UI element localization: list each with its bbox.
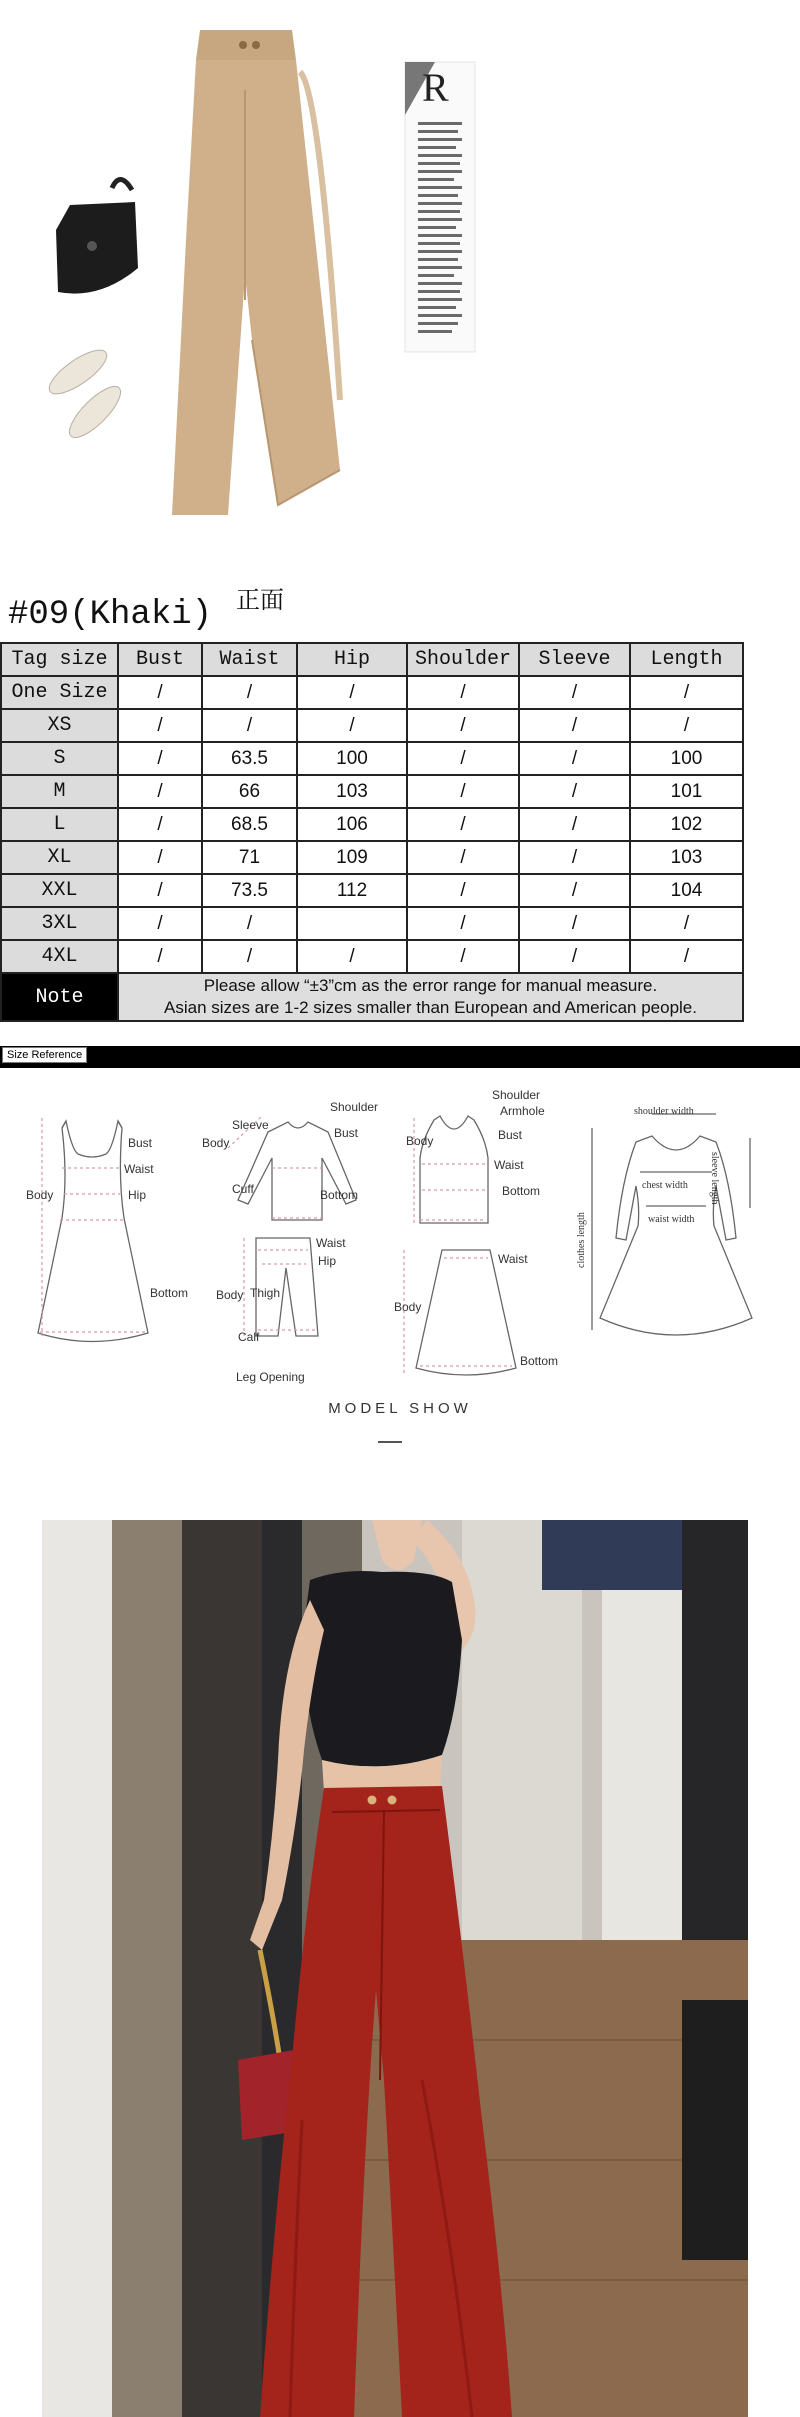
note-line-2: Asian sizes are 1-2 sizes smaller than European and American people.	[164, 998, 697, 1017]
label-dress-hip: Hip	[128, 1188, 147, 1202]
table-cell: /	[519, 709, 630, 742]
table-row	[1, 874, 743, 907]
table-row	[1, 841, 743, 874]
header-length: Length	[630, 643, 743, 676]
table-cell: S	[1, 742, 118, 775]
section-divider-bar	[0, 1046, 800, 1068]
measurement-diagrams	[0, 1068, 800, 1398]
table-cell: 109	[297, 841, 407, 874]
label-top-bottom: Bottom	[320, 1188, 359, 1202]
label-vest-bust: Bust	[498, 1128, 523, 1142]
brand-letter: R	[422, 65, 449, 110]
table-row	[1, 742, 743, 775]
label-top-bust: Bust	[334, 1126, 359, 1140]
table-cell: 101	[630, 775, 743, 808]
table-cell: One Size	[1, 676, 118, 709]
table-cell: /	[407, 940, 519, 973]
table-cell: 73.5	[202, 874, 297, 907]
table-cell: /	[297, 940, 407, 973]
header-shoulder: Shoulder	[407, 643, 519, 676]
label-top-sleeve: Sleeve	[232, 1118, 269, 1132]
table-cell: /	[519, 676, 630, 709]
table-cell: 104	[630, 874, 743, 907]
size-reference-button[interactable]: Size Reference	[2, 1047, 87, 1063]
label-pants-thigh: Thigh	[250, 1286, 281, 1300]
vest-diagram	[420, 1116, 488, 1223]
table-cell: 103	[297, 775, 407, 808]
table-cell: /	[407, 841, 519, 874]
label-top-body: Body	[202, 1136, 230, 1150]
label-pants-leg-opening: Leg Opening	[236, 1370, 305, 1384]
table-cell: /	[202, 709, 297, 742]
table-cell: /	[519, 841, 630, 874]
table-cell: /	[118, 742, 202, 775]
product-photo	[0, 0, 800, 545]
bag-image	[56, 179, 138, 293]
label-skirt-waist: Waist	[498, 1252, 528, 1266]
table-cell: 4XL	[1, 940, 118, 973]
table-cell: /	[202, 676, 297, 709]
table-cell: /	[407, 907, 519, 940]
header-sleeve: Sleeve	[519, 643, 630, 676]
label-gown-sleeve-length: sleeve length	[709, 1152, 720, 1205]
header-waist: Waist	[202, 643, 297, 676]
shoes-image	[43, 343, 127, 445]
table-cell: /	[407, 874, 519, 907]
table-cell: 68.5	[202, 808, 297, 841]
table-cell: 3XL	[1, 907, 118, 940]
table-cell: XL	[1, 841, 118, 874]
table-cell: 100	[630, 742, 743, 775]
header-bust: Bust	[118, 643, 202, 676]
khaki-pants-image	[172, 30, 340, 515]
table-cell: /	[118, 775, 202, 808]
table-cell: 71	[202, 841, 297, 874]
label-dress-bust: Bust	[128, 1136, 153, 1150]
table-cell: /	[118, 940, 202, 973]
label-skirt-body: Body	[394, 1300, 422, 1314]
table-cell: 112	[297, 874, 407, 907]
variant-title: #09(Khaki)	[8, 596, 213, 634]
label-pants-calf: Calf	[238, 1330, 260, 1344]
table-cell: 106	[297, 808, 407, 841]
label-pants-body: Body	[216, 1288, 244, 1302]
table-cell: /	[519, 874, 630, 907]
label-gown-waist-width: waist width	[648, 1214, 695, 1225]
table-cell: 103	[630, 841, 743, 874]
table-cell: /	[407, 742, 519, 775]
table-cell: /	[407, 676, 519, 709]
label-gown-shoulder-width: shoulder width	[634, 1106, 694, 1117]
dress-diagram	[38, 1121, 148, 1342]
heading-underline	[378, 1441, 402, 1443]
note-label: Note	[1, 973, 118, 1021]
table-cell: /	[118, 841, 202, 874]
front-label: 正面	[236, 586, 284, 614]
table-cell: /	[407, 709, 519, 742]
table-cell: /	[118, 808, 202, 841]
table-cell: /	[519, 808, 630, 841]
model-show-heading: MODEL SHOW	[328, 1400, 472, 1417]
table-cell: /	[118, 874, 202, 907]
table-cell: 66	[202, 775, 297, 808]
table-cell: /	[297, 676, 407, 709]
skirt-diagram	[416, 1250, 516, 1375]
label-dress-bottom: Bottom	[150, 1286, 189, 1300]
table-row	[1, 709, 743, 742]
table-cell: /	[630, 676, 743, 709]
table-row	[1, 808, 743, 841]
note-row	[1, 973, 743, 1021]
table-cell: L	[1, 808, 118, 841]
label-dress-body: Body	[26, 1188, 54, 1202]
table-cell: /	[519, 940, 630, 973]
label-pants-waist: Waist	[316, 1236, 346, 1250]
table-cell: /	[118, 907, 202, 940]
label-vest-body: Body	[406, 1134, 434, 1148]
table-cell: /	[630, 907, 743, 940]
table-cell: /	[519, 907, 630, 940]
table-cell: /	[297, 709, 407, 742]
note-text	[118, 973, 743, 1021]
label-vest-shoulder: Shoulder	[492, 1088, 541, 1102]
table-cell: /	[407, 808, 519, 841]
table-cell: /	[519, 775, 630, 808]
label-top-cuff: Cuff	[232, 1182, 254, 1196]
note-line-1: Please allow “±3”cm as the error range for manual measure.	[203, 976, 658, 995]
label-pants-hip: Hip	[318, 1254, 337, 1268]
table-cell: 100	[297, 742, 407, 775]
label-gown-clothes-length: clothes length	[576, 1212, 587, 1268]
label-vest-armhole: Armhole	[500, 1104, 545, 1118]
table-cell: /	[202, 907, 297, 940]
label-top-shoulder: Shoulder	[330, 1100, 379, 1114]
table-cell: /	[630, 940, 743, 973]
table-row	[1, 676, 743, 709]
size-table	[0, 642, 744, 1022]
header-tag-size: Tag size	[1, 643, 118, 676]
label-dress-waist: Waist	[124, 1162, 154, 1176]
table-cell: /	[118, 676, 202, 709]
table-row	[1, 907, 743, 940]
model-photo	[42, 1520, 748, 2417]
table-cell: /	[118, 709, 202, 742]
table-cell: M	[1, 775, 118, 808]
label-skirt-bottom: Bottom	[520, 1354, 559, 1368]
table-row	[1, 775, 743, 808]
table-row	[1, 940, 743, 973]
label-vest-waist: Waist	[494, 1158, 524, 1172]
table-cell: /	[630, 709, 743, 742]
table-cell	[297, 907, 407, 940]
table-cell: XXL	[1, 874, 118, 907]
table-cell: /	[407, 775, 519, 808]
table-cell: 102	[630, 808, 743, 841]
table-cell: /	[202, 940, 297, 973]
header-hip: Hip	[297, 643, 407, 676]
table-cell: /	[519, 742, 630, 775]
table-header-row	[1, 643, 743, 676]
table-cell: 63.5	[202, 742, 297, 775]
label-vest-bottom: Bottom	[502, 1184, 541, 1198]
table-cell: XS	[1, 709, 118, 742]
label-gown-chest-width: chest width	[642, 1180, 688, 1191]
